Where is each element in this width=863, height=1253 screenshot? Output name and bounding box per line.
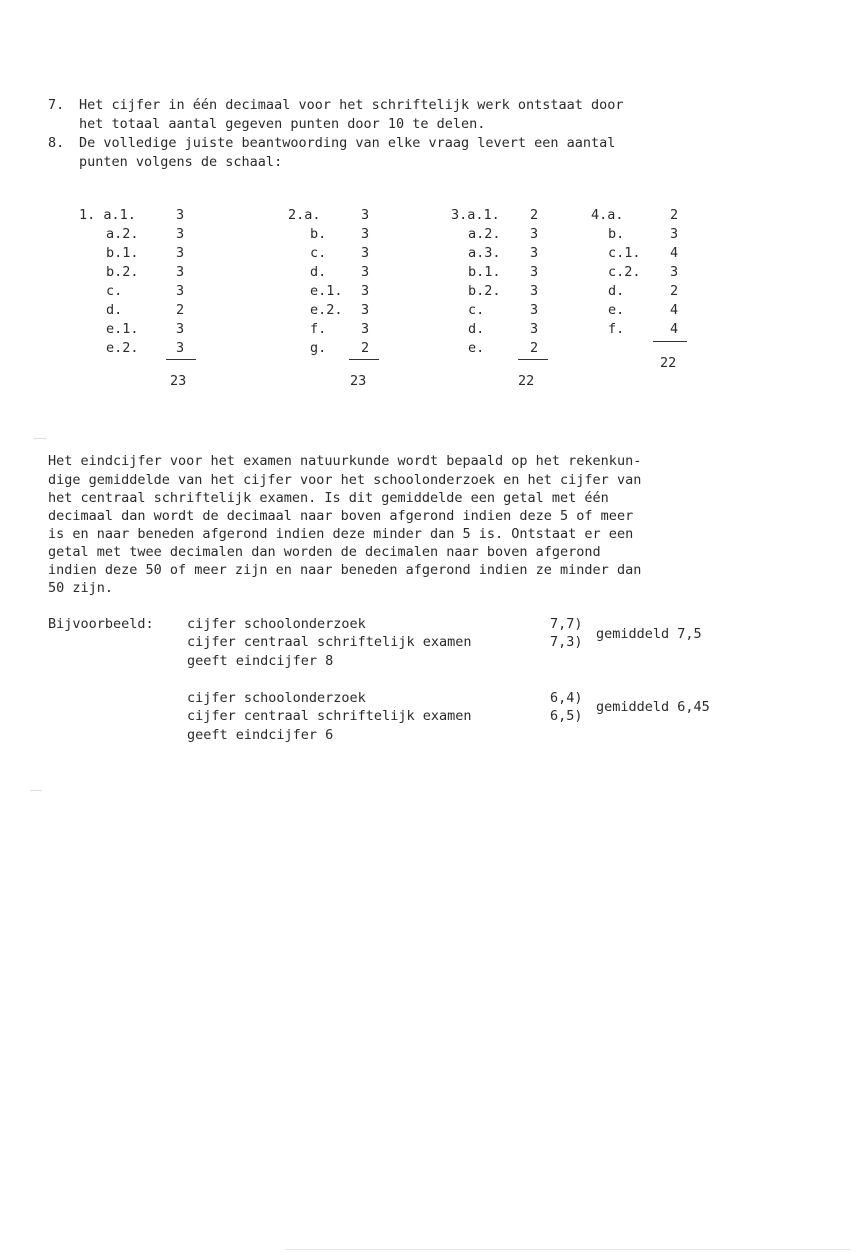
item-label: c. [106, 283, 123, 299]
paragraph-line: decimaal dan wordt de decimaal naar boven afgerond indien deze 5 of meer [48, 508, 634, 524]
item-label: a.2. [468, 226, 501, 242]
item-label: e.2. [106, 340, 139, 356]
item-label: e.2. [310, 302, 343, 318]
item-points: 3 [530, 226, 539, 242]
item-points: 3 [176, 226, 185, 242]
item-label: 4.a. [591, 207, 624, 223]
item-label: d. [608, 283, 625, 299]
example-label: Bijvoorbeeld: [48, 616, 154, 632]
item-points: 3 [361, 302, 370, 318]
item-label: d. [468, 321, 485, 337]
item-label: a.3. [468, 245, 501, 261]
item-points: 3 [176, 283, 185, 299]
item-points: 3 [530, 321, 539, 337]
item-label: c. [468, 302, 485, 318]
example-average: gemiddeld 6,45 [596, 699, 710, 715]
example-value: 7,7) [550, 616, 583, 632]
item-label: c. [310, 245, 327, 261]
sum-line [653, 341, 687, 342]
paragraph-line: Het eindcijfer voor het examen natuurkunde wordt bepaald op het rekenkun- [48, 453, 642, 469]
paragraph-line: getal met twee decimalen dan worden de decimalen naar boven afgerond [48, 544, 601, 560]
example-line: cijfer schoolonderzoek [187, 616, 366, 632]
item-points: 4 [670, 245, 679, 261]
example-value: 7,3) [550, 634, 583, 650]
item-points: 3 [530, 245, 539, 261]
example-value: 6,4) [550, 690, 583, 706]
scan-mark [34, 438, 46, 439]
item-points: 2 [670, 207, 679, 223]
item-points: 3 [176, 264, 185, 280]
item-label: b.2. [468, 283, 501, 299]
sum-line [166, 359, 196, 360]
paragraph-line: het centraal schriftelijk examen. Is dit gemiddelde een getal met één [48, 490, 609, 506]
item-points: 2 [530, 340, 539, 356]
item-points: 2 [670, 283, 679, 299]
rule-text-line: Het cijfer in één decimaal voor het schriftelijk werk ontstaat door [79, 97, 624, 113]
item-label: f. [310, 321, 327, 337]
item-points: 4 [670, 321, 679, 337]
rule-text-line: punten volgens de schaal: [79, 154, 283, 170]
item-points: 3 [176, 340, 185, 356]
item-label: e.1. [310, 283, 343, 299]
example-average: gemiddeld 7,5 [596, 626, 702, 642]
item-points: 3 [361, 226, 370, 242]
item-points: 3 [176, 321, 185, 337]
rule-text-line: het totaal aantal gegeven punten door 10 te delen. [79, 116, 486, 132]
item-label: b.1. [468, 264, 501, 280]
paragraph-line: dige gemiddelde van het cijfer voor het schoolonderzoek en het cijfer van [48, 472, 642, 488]
paragraph-line: 50 zijn. [48, 580, 114, 596]
rule-text-line: De volledige juiste beantwoording van elke vraag levert een aantal [79, 135, 616, 151]
item-label: 2.a. [288, 207, 321, 223]
example-value: 6,5) [550, 708, 583, 724]
item-points: 3 [176, 207, 185, 223]
item-label: d. [310, 264, 327, 280]
item-points: 3 [530, 283, 539, 299]
item-points: 3 [361, 321, 370, 337]
item-label: e.1. [106, 321, 139, 337]
item-points: 3 [530, 264, 539, 280]
column-total: 22 [518, 373, 535, 389]
item-label: 3.a.1. [451, 207, 500, 223]
item-points: 3 [530, 302, 539, 318]
item-label: b.2. [106, 264, 139, 280]
sum-line [518, 359, 548, 360]
item-points: 3 [361, 283, 370, 299]
example-line: cijfer schoolonderzoek [187, 690, 366, 706]
item-points: 4 [670, 302, 679, 318]
rule-number: 7. [48, 97, 65, 113]
item-points: 2 [530, 207, 539, 223]
item-label: b. [310, 226, 327, 242]
item-points: 3 [361, 207, 370, 223]
item-points: 3 [670, 226, 679, 242]
item-points: 3 [176, 245, 185, 261]
scan-edge-line [285, 1249, 850, 1250]
sum-line [349, 359, 379, 360]
item-label: e. [468, 340, 485, 356]
item-points: 3 [670, 264, 679, 280]
item-label: f. [608, 321, 625, 337]
item-label: d. [106, 302, 123, 318]
scan-mark [30, 790, 42, 791]
example-line: geeft eindcijfer 8 [187, 653, 334, 669]
item-label: a.2. [106, 226, 139, 242]
column-total: 22 [660, 355, 677, 371]
item-label: c.2. [608, 264, 641, 280]
item-label: b. [608, 226, 625, 242]
paragraph-line: indien deze 50 of meer zijn en naar beneden afgerond indien ze minder dan [48, 562, 642, 578]
example-line: cijfer centraal schriftelijk examen [187, 634, 472, 650]
item-label: b.1. [106, 245, 139, 261]
item-points: 3 [361, 264, 370, 280]
column-total: 23 [170, 373, 187, 389]
paragraph-line: is en naar beneden afgerond indien deze minder dan 5 is. Ontstaat er een [48, 526, 634, 542]
column-total: 23 [350, 373, 367, 389]
item-label: 1. a.1. [79, 207, 136, 223]
example-line: cijfer centraal schriftelijk examen [187, 708, 472, 724]
example-line: geeft eindcijfer 6 [187, 727, 334, 743]
item-points: 2 [176, 302, 185, 318]
item-label: g. [310, 340, 327, 356]
rule-number: 8. [48, 135, 65, 151]
item-label: c.1. [608, 245, 641, 261]
item-label: e. [608, 302, 625, 318]
item-points: 3 [361, 245, 370, 261]
item-points: 2 [361, 340, 370, 356]
